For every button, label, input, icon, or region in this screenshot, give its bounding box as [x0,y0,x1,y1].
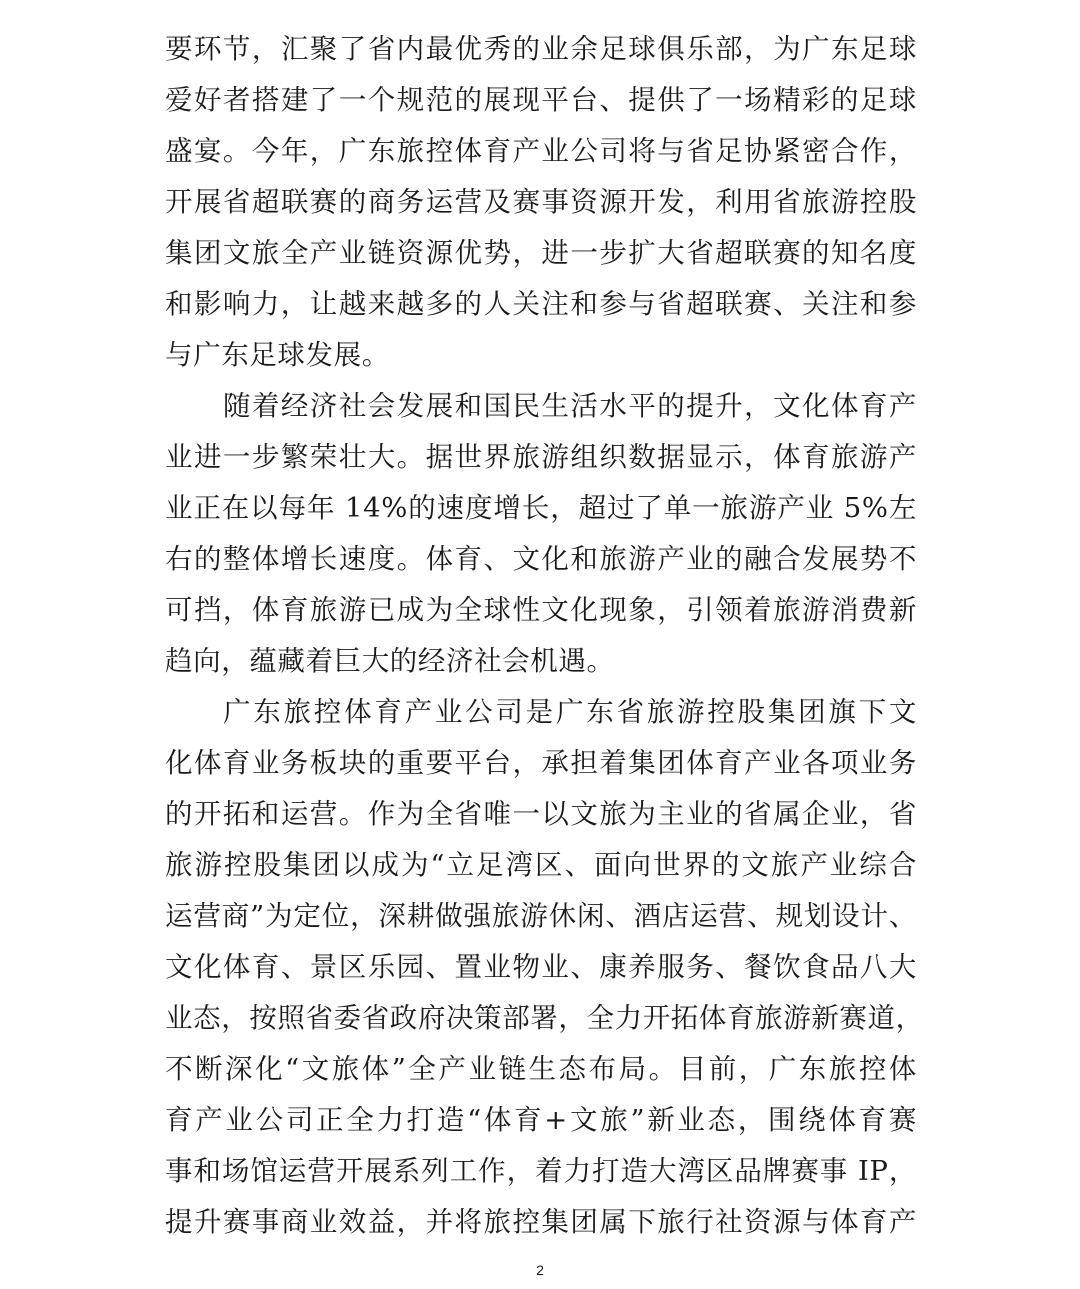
text-line: 广东旅控体育产业公司是广东省旅游控股集团旗下文 [223,696,917,728]
body-text [165,24,924,1248]
page-number: 2 [536,1262,544,1278]
paragraph-2 [165,381,917,687]
text-line: 文化体育、景区乐园、置业物业、康养服务、餐饮食品八大 [165,951,917,983]
text-line: 业进一步繁荣壮大。据世界旅游组织数据显示，体育旅游产 [165,441,917,473]
text-line: 育产业公司正全力打造“体育+文旅”新业态，围绕体育赛 [165,1104,917,1136]
text-line: 集团文旅全产业链资源优势，进一步扩大省超联赛的知名度 [165,237,917,269]
text-line: 旅游控股集团以成为“立足湾区、面向世界的文旅产业综合 [165,849,917,881]
text-line: 化体育业务板块的重要平台，承担着集团体育产业各项业务 [165,747,917,779]
text-line: 运营商”为定位，深耕做强旅游休闲、酒店运营、规划设计、 [165,900,917,932]
text-line: 随着经济社会发展和国民生活水平的提升，文化体育产 [223,390,917,422]
text-line: 提升赛事商业效益，并将旅控集团属下旅行社资源与体育产 [165,1206,917,1238]
text-line: 事和场馆运营开展系列工作，着力打造大湾区品牌赛事 IP， [165,1155,917,1187]
text-line: 可挡，体育旅游已成为全球性文化现象，引领着旅游消费新 [165,594,917,626]
text-line: 开展省超联赛的商务运营及赛事资源开发，利用省旅游控股 [165,186,917,218]
text-line: 爱好者搭建了一个规范的展现平台、提供了一场精彩的足球 [165,84,917,116]
text-line: 要环节，汇聚了省内最优秀的业余足球俱乐部，为广东足球 [165,33,917,65]
text-line: 的开拓和运营。作为全省唯一以文旅为主业的省属企业，省 [165,798,917,830]
text-line: 业正在以每年 14%的速度增长，超过了单一旅游产业 5%左 [165,492,917,524]
text-line: 与广东足球发展。 [165,339,390,371]
text-line: 和影响力，让越来越多的人关注和参与省超联赛、关注和参 [165,288,917,320]
paragraph-3 [165,687,924,1248]
text-line: 右的整体增长速度。体育、文化和旅游产业的融合发展势不 [165,543,917,575]
text-line: 业态，按照省委省政府决策部署，全力开拓体育旅游新赛道， [165,1002,924,1034]
paragraph-1 [165,24,917,381]
text-line: 趋向，蕴藏着巨大的经济社会机遇。 [165,645,615,677]
text-line: 盛宴。今年，广东旅控体育产业公司将与省足协紧密合作， [165,135,917,167]
text-line: 不断深化“文旅体”全产业链生态布局。目前，广东旅控体 [165,1053,917,1085]
